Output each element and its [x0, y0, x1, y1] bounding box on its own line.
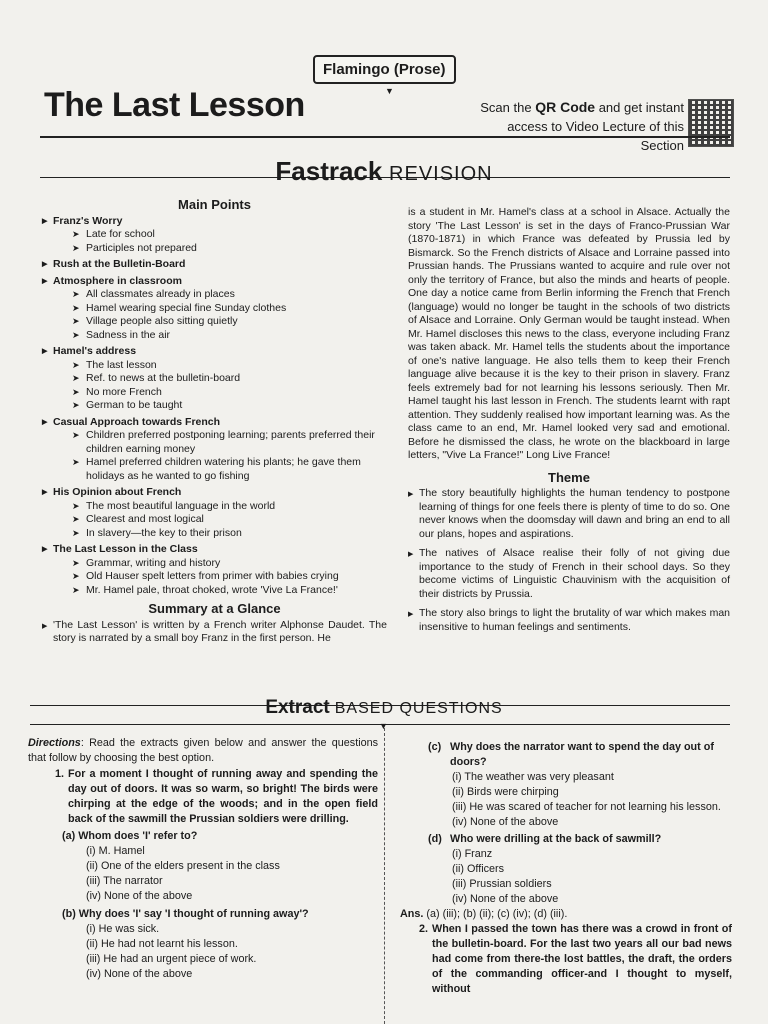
- extract-left: [28, 736, 378, 982]
- qr-line1-a: Scan the: [480, 100, 536, 115]
- option[interactable]: (iv) None of the above: [452, 893, 559, 905]
- tag-arrow-icon: ▼: [385, 86, 394, 96]
- extract-title: [0, 697, 768, 719]
- theme-point: ▶ The natives of Alsace realise their folly of not giving due importance to the study of French in their school days. So they become victims of Linguistic Chauvinism with the acquisition of their districts by Prussia.: [408, 547, 730, 601]
- main-point-item: ➤ Grammar, writing and history: [42, 557, 387, 571]
- option[interactable]: (i) The weather was very pleasant: [452, 771, 614, 783]
- option[interactable]: (ii) Officers: [452, 863, 504, 875]
- option[interactable]: (i) He was sick.: [86, 923, 160, 935]
- qc-text: Why does the narrator want to spend the day out of doors?: [450, 741, 714, 768]
- q1-number: 1.: [54, 768, 64, 780]
- summary-heading: Summary at a Glance: [148, 601, 281, 616]
- option[interactable]: (i) Franz: [452, 848, 493, 860]
- qr-code-icon[interactable]: [688, 99, 734, 147]
- option[interactable]: (iii) He was scared of teacher for not learning his lesson.: [452, 801, 721, 813]
- main-point-item: ➤ Ref. to news at the bulletin-board: [42, 372, 387, 386]
- option[interactable]: (iv) None of the above: [452, 816, 559, 828]
- qa-label: (a): [62, 830, 76, 842]
- main-point-item: ➤ Mr. Hamel pale, throat choked, wrote 'Vive La France!': [42, 584, 387, 598]
- chapter-title: The Last Lesson: [44, 86, 305, 124]
- qd-label: (d): [428, 833, 442, 845]
- extract-brand: Extract: [265, 697, 330, 718]
- main-point-item: ➤ Village people also sitting quietly: [42, 315, 387, 329]
- main-point-title: ▶ The Last Lesson in the Class: [42, 543, 387, 557]
- option[interactable]: (ii) Birds were chirping: [452, 786, 559, 798]
- main-point-title: ▶ Hamel's address: [42, 345, 387, 359]
- main-point-item: ➤ Hamel wearing special fine Sunday clothes: [42, 302, 387, 316]
- main-point-item: ➤ In slavery—the key to their prison: [42, 527, 387, 541]
- main-point-item: ➤ The most beautiful language in the world: [42, 500, 387, 514]
- main-point-item: ➤ Participles not prepared: [42, 242, 387, 256]
- qb-label: (b): [62, 908, 76, 920]
- main-point-item: ➤ Sadness in the air: [42, 329, 387, 343]
- main-points-list: [42, 215, 387, 598]
- main-point-item: ➤ Children preferred postponing learning; parents preferred their children earning money: [42, 429, 387, 456]
- fastrack-word: REVISION: [389, 163, 493, 185]
- main-points-column: [42, 198, 387, 646]
- main-point-item: ➤ Hamel preferred children watering his plants; he gave them holidays as he wanted to go fishing: [42, 456, 387, 483]
- qr-caption: [462, 98, 684, 155]
- qr-line1-b: QR Code: [535, 99, 596, 115]
- option[interactable]: (iii) The narrator: [86, 875, 163, 887]
- main-point-title: ▶ Casual Approach towards French: [42, 416, 387, 430]
- qr-line2: access to Video Lecture of this Section: [507, 119, 684, 153]
- extract-right: [400, 740, 732, 997]
- directions-label: Directions: [28, 737, 81, 749]
- fastrack-brand: Fastrack: [275, 156, 383, 186]
- main-point-item: ➤ All classmates already in places: [42, 288, 387, 302]
- main-point-title: ▶ Atmosphere in classroom: [42, 275, 387, 289]
- qc-label: (c): [428, 741, 442, 753]
- summary-start: ▶ 'The Last Lesson' is written by a French writer Alphonse Daudet. The story is narrated by a small boy Franz in the first person. He: [42, 619, 387, 646]
- main-points-heading: Main Points: [178, 197, 251, 212]
- option[interactable]: (iv) None of the above: [86, 968, 193, 980]
- option[interactable]: (i) M. Hamel: [86, 845, 145, 857]
- main-point-item: ➤ Clearest and most logical: [42, 513, 387, 527]
- qa-text: Whom does 'I' refer to?: [78, 830, 198, 842]
- main-point-item: ➤ German to be taught: [42, 399, 387, 413]
- main-point-title: ▶ Franz's Worry: [42, 215, 387, 229]
- q1-passage: For a moment I thought of running away and spending the day out of doors. It was so warm, so bright! The birds were chirping at the edge of the woods; and in the open field back of the sawmill the Prussian soldiers were drilling.: [68, 768, 378, 825]
- directions-text: : Read the extracts given below and answer the questions that follow by choosing the best option.: [28, 737, 378, 764]
- summary-continued: is a student in Mr. Hamel's class at a school in Alsace. Actually the story 'The Last Lesson' is set in the days of Franco-Prussian War (1870-1871) in which France was defeated by Prussia led by Bismarck. So the French districts of Alsace and Lorraine passed into Prussian hands. The Prussians wanted to acquire and rule over not only the territory of France, but also the minds and hearts of people. One day a notice came from Berlin informing the French that French (language) would no longer be taught in the schools of two districts of Alsace and Lorraine. Only German would be taught instead. When Mr. Hamel discloses this news to the class, everyone including Franz was taken aback. Mr. Hamel tells the students about the importance of one's native language. He also tells them to keep their French language alive because it is the key to their prison in slavery. Franz feels extremely bad for not learning his lessons seriously. Then Mr. Hamel taught his last lesson in French. The students learnt with rapt attention. They suddenly realised how important learning was. As the class came to an end, Mr. Hamel looked very sad and emotional. Before he dismissed the class, he wrote on the blackboard in large letters, "Vive La France!" Long Live France!: [408, 206, 730, 461]
- extract-word: BASED QUESTIONS: [334, 700, 503, 717]
- option[interactable]: (iii) He had an urgent piece of work.: [86, 953, 257, 965]
- column-divider: [384, 728, 385, 1024]
- extract-arrow-icon: ▼: [379, 721, 388, 731]
- main-point-item: ➤ No more French: [42, 386, 387, 400]
- book-tag: Flamingo (Prose): [313, 55, 456, 84]
- summary-theme-column: [408, 206, 730, 640]
- option[interactable]: (iv) None of the above: [86, 890, 193, 902]
- answer-text: (a) (iii); (b) (ii); (c) (iv); (d) (iii).: [426, 908, 568, 920]
- header-rule: [40, 136, 730, 138]
- main-point-item: ➤ Old Hauser spelt letters from primer with babies crying: [42, 570, 387, 584]
- qr-line1-c: and get instant: [595, 100, 684, 115]
- q2-number: 2.: [418, 923, 428, 935]
- main-point-item: ➤ The last lesson: [42, 359, 387, 373]
- main-point-title: ▶ His Opinion about French: [42, 486, 387, 500]
- theme-point: ▶ The story also brings to light the brutality of war which makes man insensitive to human feelings and sentiments.: [408, 607, 730, 634]
- qb-text: Why does 'I' say 'I thought of running away'?: [78, 908, 309, 920]
- fastrack-title: [0, 156, 768, 187]
- theme-heading: Theme: [548, 469, 590, 485]
- qd-text: Who were drilling at the back of sawmill?: [450, 833, 662, 845]
- main-point-title: ▶ Rush at the Bulletin-Board: [42, 258, 387, 272]
- theme-point: ▶ The story beautifully highlights the human tendency to postpone learning of things for one feels there is plenty of time to do so. One never knows when the doomsday will dawn and bring an end to all our plans, hopes and aspirations.: [408, 487, 730, 541]
- option[interactable]: (iii) Prussian soldiers: [452, 878, 552, 890]
- option[interactable]: (ii) One of the elders present in the class: [86, 860, 280, 872]
- q2-passage: When I passed the town has there was a crowd in front of the bulletin-board. For the last two years all our bad news had come from there-the lost battles, the draft, the orders of the commanding officer-and I thought to myself, without: [432, 923, 732, 995]
- answer-label: Ans.: [400, 908, 424, 920]
- main-point-item: ➤ Late for school: [42, 228, 387, 242]
- option[interactable]: (ii) He had not learnt his lesson.: [86, 938, 238, 950]
